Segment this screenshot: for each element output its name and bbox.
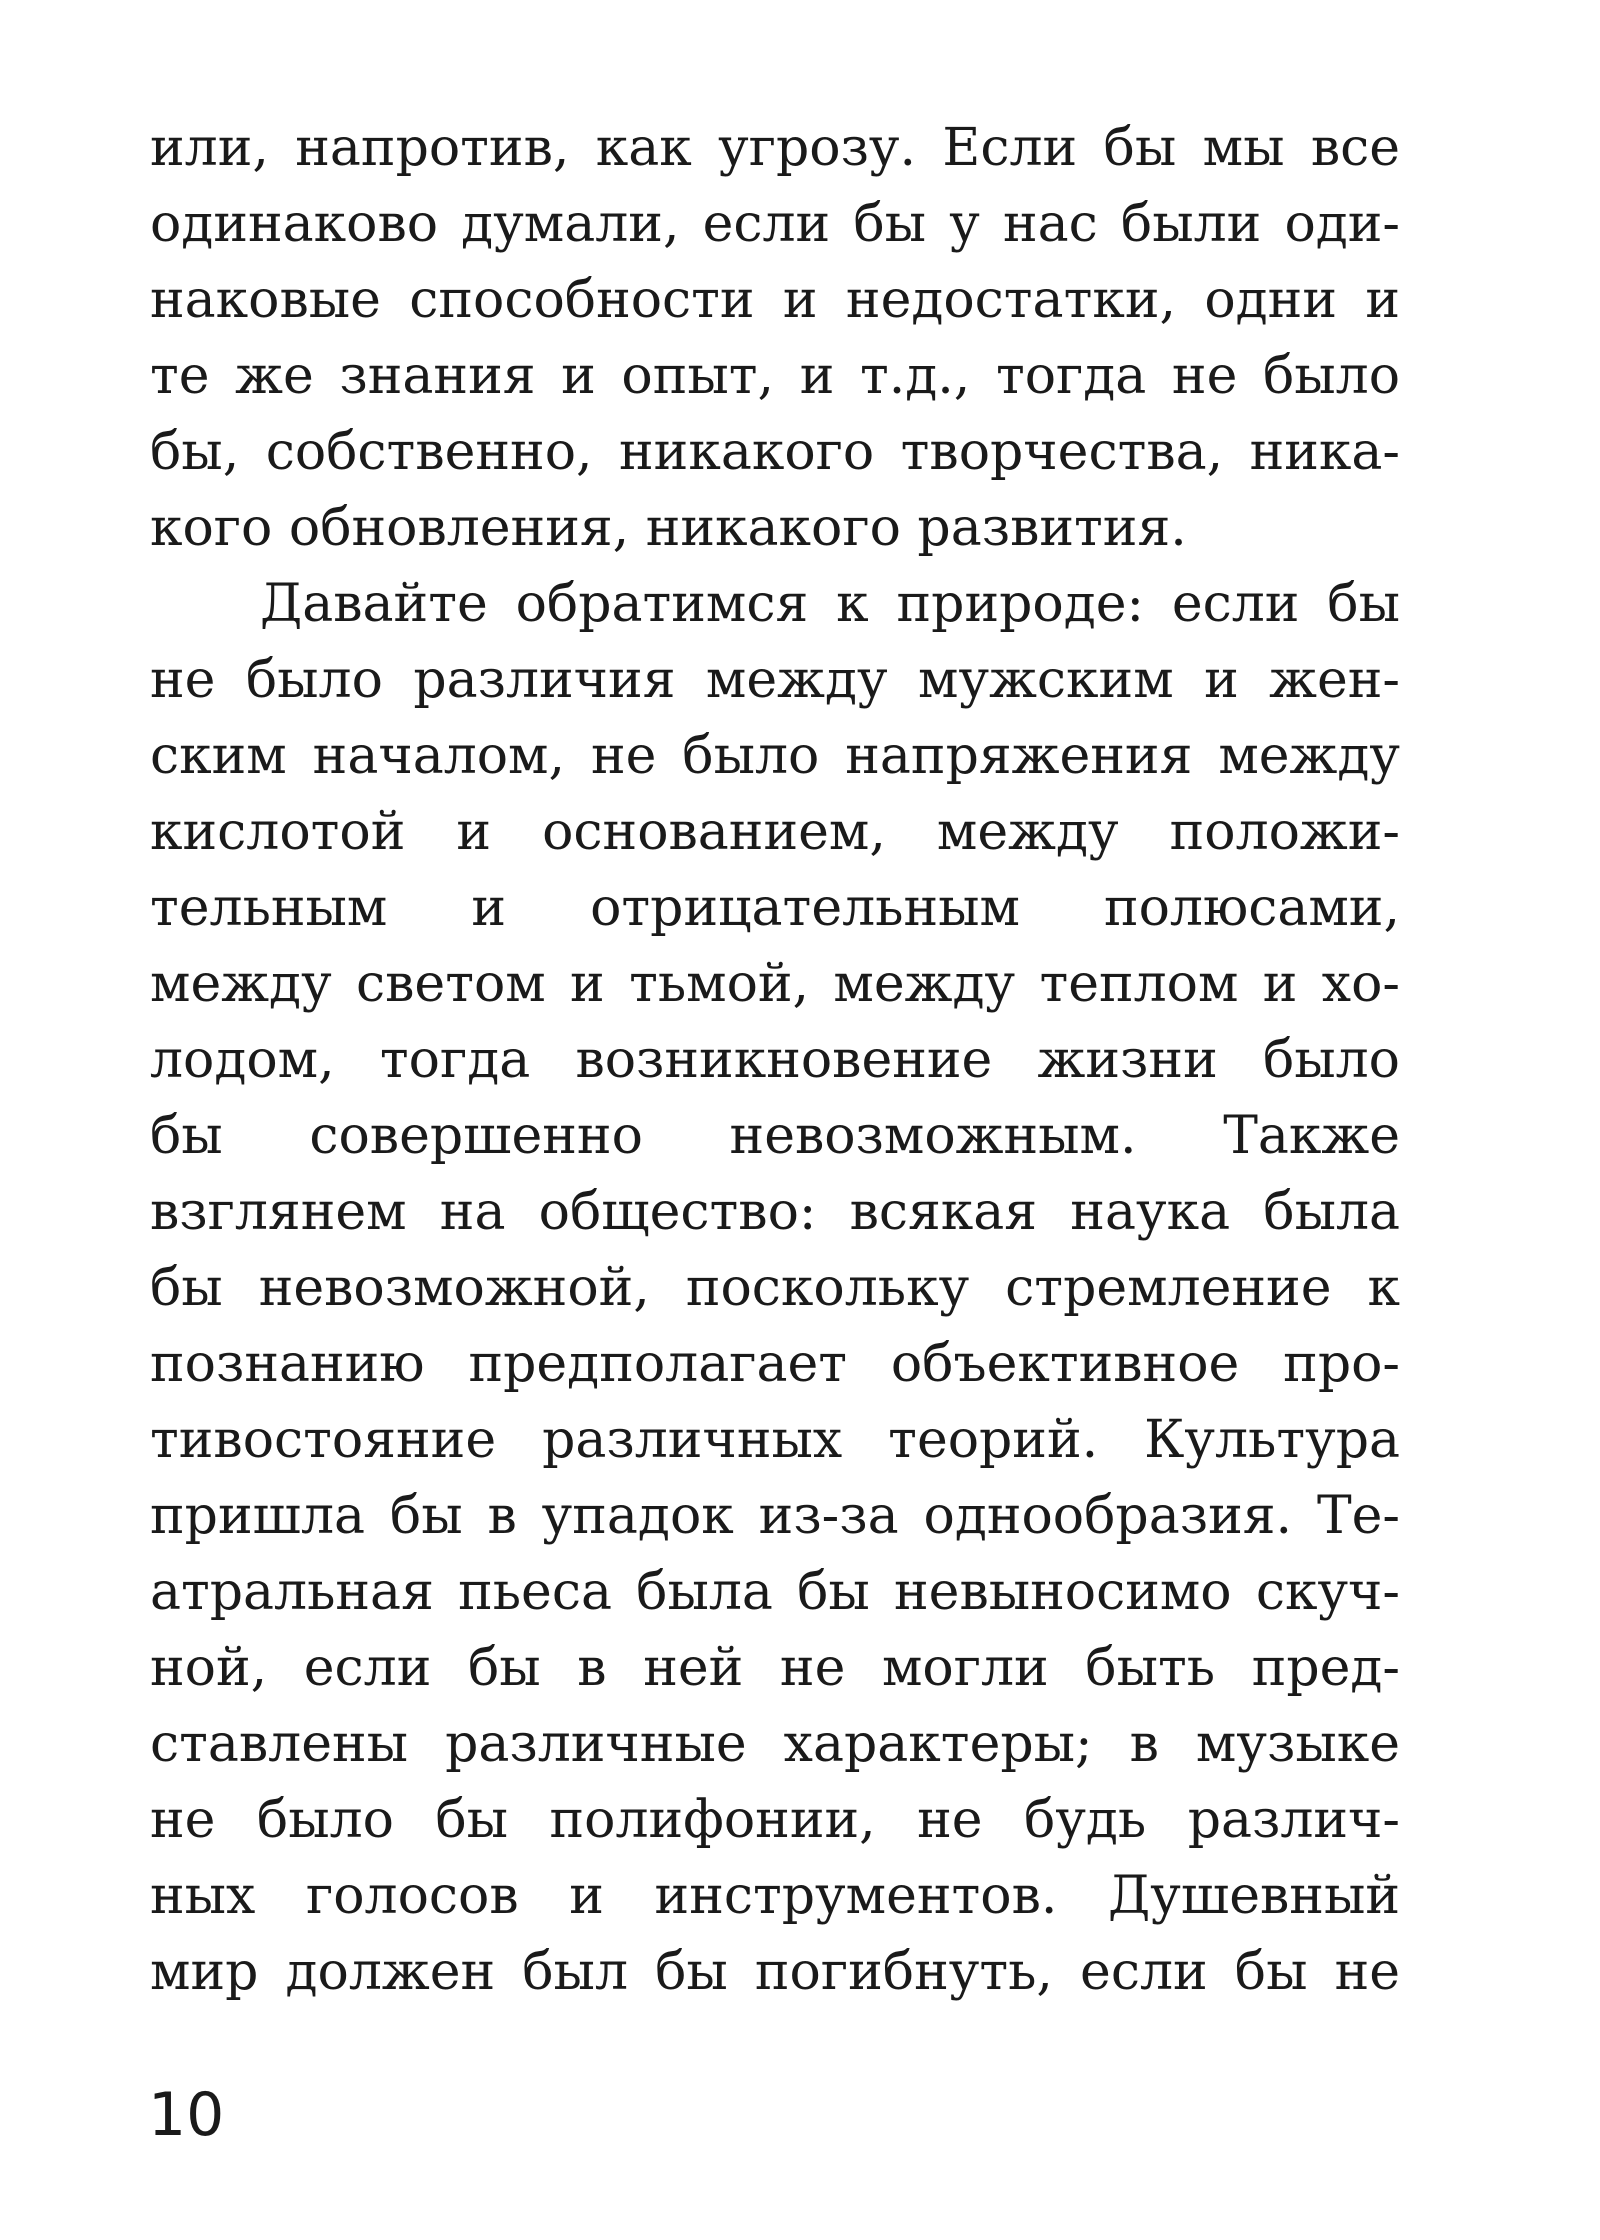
- text-line: или, напротив, как угрозу. Если бы мы все: [150, 118, 1400, 178]
- text-line: пришла бы в упадок из-за однообразия. Те-: [150, 1486, 1400, 1546]
- text-line: не было различия между мужским и жен-: [150, 650, 1400, 710]
- text-line: атральная пьеса была бы невыносимо скуч-: [150, 1562, 1400, 1622]
- text-line: бы совершенно невозможным. Также: [150, 1106, 1400, 1166]
- text-line: мир должен был бы погибнуть, если бы не: [150, 1942, 1400, 2002]
- text-line: между светом и тьмой, между теплом и хо-: [150, 954, 1400, 1014]
- text-line: ных голосов и инструментов. Душевный: [150, 1866, 1400, 1926]
- text-line: кислотой и основанием, между положи-: [150, 802, 1400, 862]
- text-line: бы, собственно, никакого творчества, ника-: [150, 422, 1400, 482]
- paragraph-1: [150, 110, 1400, 566]
- text-line: не было бы полифонии, не будь различ-: [150, 1790, 1400, 1850]
- text-line: ной, если бы в ней не могли быть пред-: [150, 1638, 1400, 1698]
- text-line: тивостояние различных теорий. Культура: [150, 1410, 1400, 1470]
- text-line: тельным и отрицательным полюсами,: [150, 878, 1400, 938]
- page-number: 10: [148, 2080, 225, 2150]
- text-line: те же знания и опыт, и т.д., тогда не было: [150, 346, 1400, 406]
- text-line: ским началом, не было напряжения между: [150, 726, 1400, 786]
- text-line: бы невозможной, поскольку стремление к: [150, 1258, 1400, 1318]
- text-line: познанию предполагает объективное про-: [150, 1334, 1400, 1394]
- text-line: Давайте обратимся к природе: если бы: [260, 574, 1400, 634]
- text-line: одинаково думали, если бы у нас были оди-: [150, 194, 1400, 254]
- text-line: кого обновления, никакого развития.: [150, 498, 1187, 558]
- body-text: [150, 110, 1400, 2010]
- text-line: ставлены различные характеры; в музыке: [150, 1714, 1400, 1774]
- text-line: наковые способности и недостатки, одни и: [150, 270, 1400, 330]
- text-line: взглянем на общество: всякая наука была: [150, 1182, 1400, 1242]
- text-line: лодом, тогда возникновение жизни было: [150, 1030, 1400, 1090]
- paragraph-2: [150, 566, 1400, 2010]
